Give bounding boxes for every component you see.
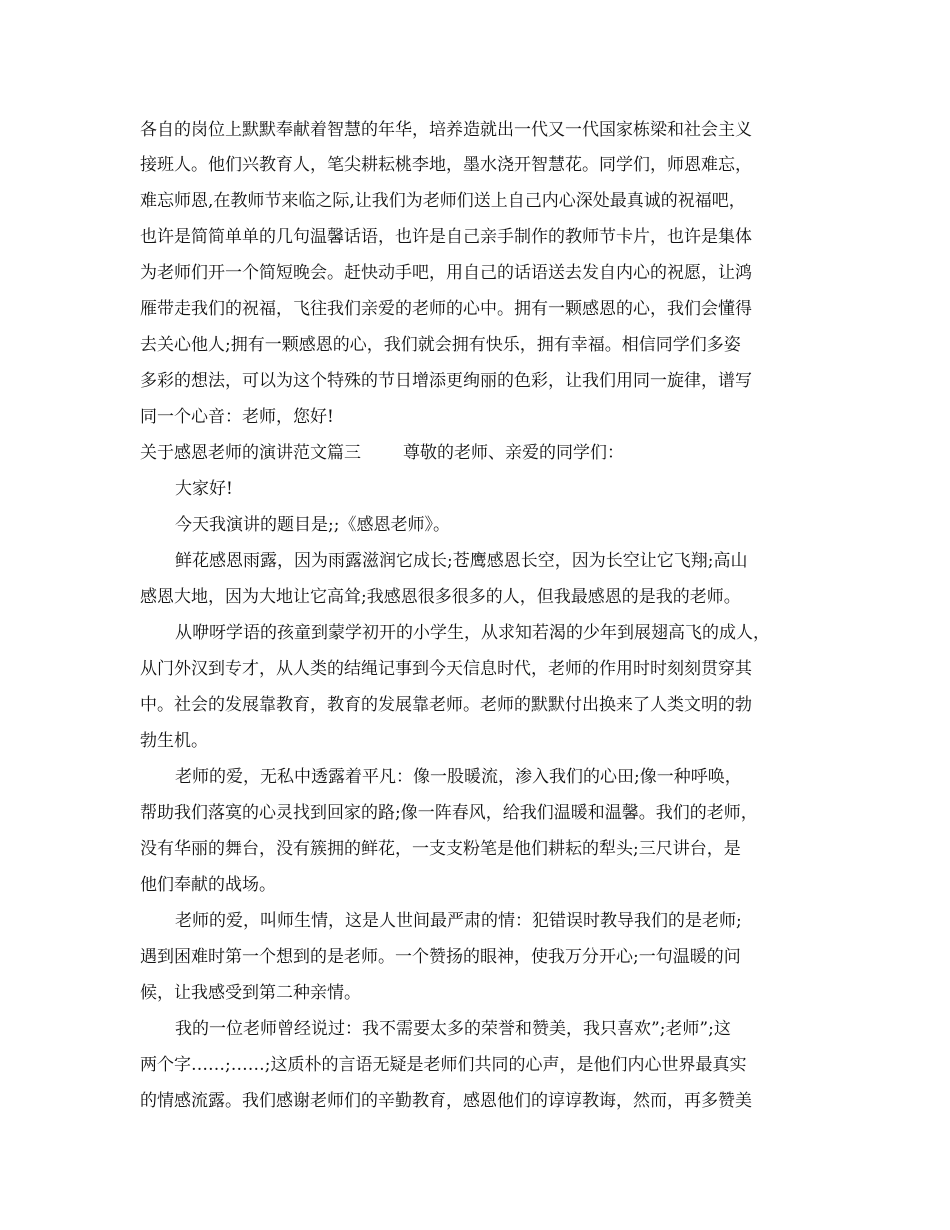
text-line: 从门外汉到专才，从人类的结绳记事到今天信息时代，老师的作用时时刻刻贯穿其 [140,659,752,679]
text-line: 从咿呀学语的孩童到蒙学初开的小学生，从求知若渴的少年到展翅高飞的成人， [175,623,770,643]
text-line: 候，让我感受到第二种亲情。 [140,983,361,1003]
text-line: 感恩大地，因为大地让它高耸;我感恩很多很多的人，但我最感恩的是我的老师。 [140,587,741,607]
text-line: 也许是简简单单的几句温馨话语，也许是自己亲手制作的教师节卡片，也许是集体 [140,227,752,247]
text-line: 多彩的想法，可以为这个特殊的节日增添更绚丽的色彩，让我们用同一旋律，谱写 [140,371,752,391]
text-line: 我的一位老师曾经说过：我不需要太多的荣誉和赞美，我只喜欢”;老师”;这 [175,1019,731,1039]
text-line: 勃生机。 [140,731,208,751]
text-line: 大家好! [175,479,233,499]
text-line: 鲜花感恩雨露，因为雨露滋润它成长;苍鹰感恩长空，因为长空让它飞翔;高山 [175,551,748,571]
text-line: 接班人。他们兴教育人，笔尖耕耘桃李地，墨水浇开智慧花。同学们，师恩难忘， [140,155,752,175]
text-line: 他们奉献的战场。 [140,875,276,895]
section-title: 关于感恩老师的演讲范文篇三 [140,443,361,463]
text-line: 同一个心音：老师，您好! [140,407,334,427]
salutation: 尊敬的老师、亲爱的同学们： [403,443,624,463]
text-line: 为老师们开一个简短晚会。赶快动手吧，用自己的话语送去发自内心的祝愿，让鸿 [140,263,752,283]
text-line: 两个字……;……;这质朴的言语无疑是老师们共同的心声，是他们内心世界最真实 [140,1055,747,1075]
text-line: 老师的爱，无私中透露着平凡：像一股暖流，渗入我们的心田;像一种呼唤， [175,767,742,787]
text-line: 去关心他人;拥有一颗感恩的心，我们就会拥有快乐，拥有幸福。相信同学们多姿 [140,335,741,355]
text-line: 难忘师恩,在教师节来临之际,让我们为老师们送上自己内心深处最真诚的祝福吧， [140,191,746,211]
section-heading-line [140,442,624,464]
text-line: 的情感流露。我们感谢老师们的辛勤教育，感恩他们的谆谆教诲，然而，再多赞美 [140,1091,752,1111]
text-line: 今天我演讲的题目是;;《感恩老师》。 [175,515,450,535]
text-line: 遇到困难时第一个想到的是老师。一个赞扬的眼神，使我万分开心;一句温暖的问 [140,947,741,967]
text-line: 帮助我们落寞的心灵找到回家的路;像一阵春风，给我们温暖和温馨。我们的老师， [140,803,758,823]
text-line: 老师的爱，叫师生情，这是人世间最严肃的情：犯错误时教导我们的是老师; [175,911,742,931]
text-line: 没有华丽的舞台，没有簇拥的鲜花，一支支粉笔是他们耕耘的犁头;三尺讲台，是 [140,839,741,859]
text-line: 雁带走我们的祝福，飞往我们亲爱的老师的心中。拥有一颗感恩的心，我们会懂得 [140,299,752,319]
text-line: 各自的岗位上默默奉献着智慧的年华，培养造就出一代又一代国家栋梁和社会主义 [140,120,752,140]
text-line: 中。社会的发展靠教育，教育的发展靠老师。老师的默默付出换来了人类文明的勃 [140,695,752,715]
